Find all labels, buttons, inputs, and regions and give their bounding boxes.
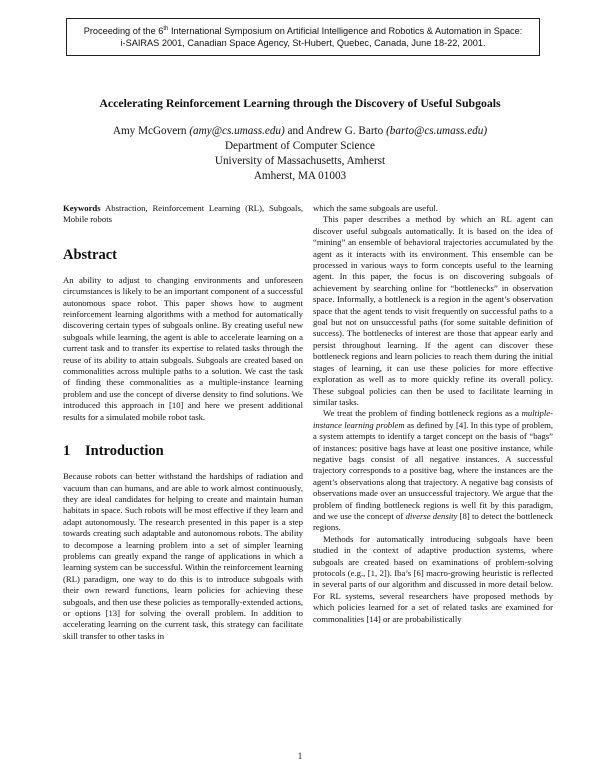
introduction-heading: 1 Introduction [63,443,164,460]
author-city: Amherst, MA 01003 [253,170,347,182]
intro-paragraph-4: Methods for automatically introducing subgoals have been studied in the context of adaptive production systems, where subgoals are created based on examinations of problem-solving protocols (e.g., [1, 2]). Iba’s [6] macro-growing heuristic is reflected in several parts of our algorithm and discussed in more detail below. For RL systems, several researchers have proposed methods by which policies learned for a set of related tasks are examined for commonalities [14] or are probabilistically [313,533,553,624]
paper-title: Accelerating Reinforcement Learning through the Discovery of Useful Subgoals [99,96,501,110]
author-department: Department of Computer Science [224,140,376,152]
author-university: University of Massachusetts, Amherst [214,155,386,167]
keywords: Keywords Abstraction, Reinforcement Learning (RL), Subgoals, Mobile robots [63,203,303,225]
intro-continuation: which the same subgoals are useful. [313,203,438,213]
page-number: 1 [297,751,303,761]
intro-paragraph-3: We treat the problem of finding bottleneck regions as a multiple-instance learning problem as defined by [4]. In this type of problem, a system attempts to identify a target concept on the basis of “bags” of instances: positive bags have at least one positive instance, while negative bags consist of all negative instances. A successful trajectory corresponds to a positive bag, where the instances are the agent’s observations along that trajectory. A negative bag consists of observations made over an unsuccessful trajectory. We argue that the problem of finding bottleneck regions is well fit by this paradigm, and we use the concept of diverse density [8] to detect the bottleneck regions. [313,408,553,533]
intro-paragraph-2: This paper describes a method by which an RL agent can discover useful subgoals automatically. It is based on the idea of “mining” an ensemble of behavioral trajectories accumulated by the agent as it interacts with its environment. This ensemble can be processed in various ways to form concepts useful to the learning agent. In this paper, the focus is on discovering subgoals of achievement by searching online for “bottlenecks” in observation space. Informally, a bottleneck is a region in the agent’s observation space that the agent tends to visit frequently on successful paths to a goal but not on unsuccessful paths (for some suitable definition of success). The bottlenecks of interest are those that appear early and persist throughout learning. If the agent can discover these bottleneck regions and learn policies to reach them during the initial stages of learning, it can use these policies for more effective exploration as well as to more quickly refine its overall policy. These subgoal policies can then be used to facilitate learning in similar tasks. [313,214,553,407]
author-block [0,124,600,184]
left-column [63,203,303,642]
author-email-1: (amy@cs.umass.edu) [189,125,285,137]
abstract-text: An ability to adjust to changing environments and unforeseen circumstances is likely to be an important component of a successful autonomous space robot. This paper shows how to augment reinforcement learning algorithms with a method for automatically discovering certain types of subgoals online. By creating useful new subgoals while learning, the agent is able to accelerate learning on a current task and to transfer its expertise to related tasks through the reuse of its ability to attain subgoals. Subgoals are created based on commonalities across multiple paths to a solution. We cast the task of finding these commonalities as a multiple-instance learning problem and use the concept of diverse density to find solutions. We introduced this approach in [10] and here we present additional results for a simulated mobile robot task. [63,274,303,422]
proceedings-line-2: i-SAIRAS 2001, Canadian Space Agency, St-Hubert, Quebec, Canada, June 18-22, 2001. [120,38,486,48]
proceedings-line-1: Proceeding of the 6th International Symposium on Artificial Intelligence and Robotics & Automation in Space: [83,25,523,36]
right-column [313,203,553,625]
author-names: Amy McGovern (amy@cs.umass.edu) and Andrew G. Barto (barto@cs.umass.edu) [112,125,488,137]
introduction-text: Because robots can better withstand the hardships of radiation and vacuum than can humans, and are able to work almost continuously, they are ideal candidates for helping to create and maintain human habitats in space. Such robots will be most effective if they learn and adapt autonomously. The research presented in this paper is a step towards creating such adaptable and autonomous robots. The ability to decompose a learning problem into a set of simpler learning problems can greatly expand the range of applications in which a learning system can be successful. Within the reinforcement learning (RL) paradigm, one way to do this is to introduce subgoals with their own reward functions, learn policies for achieving these subgoals, and then use these policies as temporally-extended actions, or options [13] for solving the overall problem. In addition to accelerating learning on the current task, this strategy can facilitate skill transfer to other tasks in [63,471,303,641]
proceedings-header-box [66,18,540,56]
abstract-heading: Abstract [63,246,117,263]
author-email-2: (barto@cs.umass.edu) [386,125,488,137]
